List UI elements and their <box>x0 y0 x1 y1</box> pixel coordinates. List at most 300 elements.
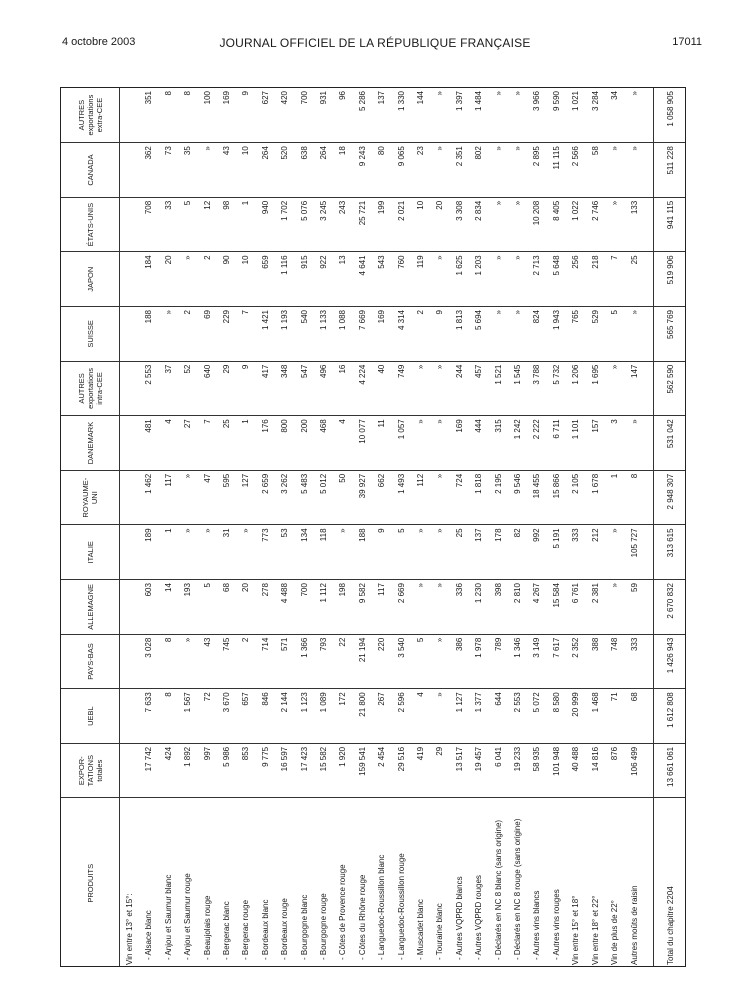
table-cell: 90 <box>217 252 236 307</box>
table-row <box>431 88 450 967</box>
table-cell: 2 596 <box>392 689 411 744</box>
table-cell: » <box>489 143 508 198</box>
table-cell: 1 702 <box>275 197 294 252</box>
table-cell: 940 <box>256 197 275 252</box>
spacer-cell <box>644 580 654 635</box>
table-cell: 457 <box>470 361 489 416</box>
table-cell: 169 <box>450 416 469 471</box>
table-cell: 106 499 <box>625 743 644 798</box>
table-cell: » <box>334 525 353 580</box>
table-cell: 188 <box>353 525 372 580</box>
table-cell: 244 <box>450 361 469 416</box>
table-cell: 10 <box>237 252 256 307</box>
table-cell: 5 <box>392 525 411 580</box>
table-cell: 519 906 <box>654 252 686 307</box>
product-label: - Autres vins blancs <box>532 890 542 960</box>
table-cell: 362 <box>140 143 159 198</box>
table-cell: 10 <box>411 197 430 252</box>
table-cell: 5 <box>198 580 217 635</box>
product-label: - Muscadet blanc <box>416 899 426 960</box>
table-cell: 119 <box>411 252 430 307</box>
table-cell: 398 <box>489 580 508 635</box>
table-cell: 15 584 <box>547 580 566 635</box>
table-cell: 853 <box>237 743 256 798</box>
table-cell: 8 <box>159 634 178 689</box>
product-label: - Languedoc-Roussillon blanc <box>377 854 387 960</box>
table-cell: 3 284 <box>586 88 605 143</box>
table-cell: » <box>508 197 527 252</box>
table-row <box>489 88 508 967</box>
table-cell: 724 <box>450 470 469 525</box>
table-cell: 264 <box>314 143 333 198</box>
table-cell: 638 <box>295 143 314 198</box>
table-cell: 315 <box>489 416 508 471</box>
wine-export-table <box>61 88 686 967</box>
table-cell: 765 <box>567 307 586 362</box>
table-cell: 3 149 <box>528 634 547 689</box>
table-cell: 37 <box>159 361 178 416</box>
column-header: ÉTATS-UNIS <box>61 197 120 252</box>
product-label: - Bordeaux blanc <box>260 899 270 960</box>
table-cell: 278 <box>256 580 275 635</box>
table-header <box>61 88 120 967</box>
table-cell: 23 <box>411 143 430 198</box>
table-cell: » <box>431 634 450 689</box>
table-cell: 68 <box>217 580 236 635</box>
table-cell: 1 493 <box>392 470 411 525</box>
table-cell: 69 <box>198 307 217 362</box>
table-cell: 264 <box>256 143 275 198</box>
table-cell: 547 <box>295 361 314 416</box>
table-cell: 745 <box>217 634 236 689</box>
table-cell: » <box>625 416 644 471</box>
table-cell: 58 <box>586 143 605 198</box>
table-row <box>450 88 469 967</box>
table-cell: 1 206 <box>567 361 586 416</box>
spacer-cell <box>644 416 654 471</box>
table-cell: 1 116 <box>275 252 294 307</box>
table-cell: 8 <box>159 88 178 143</box>
table-cell: » <box>159 307 178 362</box>
table-cell: 17 423 <box>295 743 314 798</box>
column-header: SUISSE <box>61 307 120 362</box>
table-cell: 1 421 <box>256 307 275 362</box>
table-cell: 4 <box>159 416 178 471</box>
table-cell: 531 042 <box>654 416 686 471</box>
table-cell: 520 <box>275 143 294 198</box>
table-cell: 127 <box>237 470 256 525</box>
table-cell: 1 346 <box>508 634 527 689</box>
table-cell: 529 <box>586 307 605 362</box>
table-cell: 229 <box>217 307 236 362</box>
table-cell: » <box>489 88 508 143</box>
spacer-cell <box>644 88 654 143</box>
column-header: AUTRES exportations intra-CEE <box>61 361 120 416</box>
table-cell: 1 123 <box>295 689 314 744</box>
table-cell: 773 <box>256 525 275 580</box>
table-cell: 3 966 <box>528 88 547 143</box>
table-row <box>625 88 644 967</box>
table-row <box>353 88 372 967</box>
table-cell: 133 <box>625 197 644 252</box>
table-cell <box>120 361 140 416</box>
table-cell: » <box>625 307 644 362</box>
table-cell: 112 <box>411 470 430 525</box>
table-cell: 760 <box>392 252 411 307</box>
product-label: Vin entre 13° et 15°: <box>124 893 134 965</box>
journal-title: JOURNAL OFFICIEL DE LA RÉPUBLIQUE FRANÇAISE <box>219 36 531 50</box>
table-cell: 59 <box>625 580 644 635</box>
table-cell: 3 028 <box>140 634 159 689</box>
table-cell: 511 228 <box>654 143 686 198</box>
table-cell: 640 <box>198 361 217 416</box>
table-cell: 657 <box>237 689 256 744</box>
table-cell <box>120 470 140 525</box>
table-cell: 19 457 <box>470 743 489 798</box>
table-cell: 748 <box>605 634 624 689</box>
table-cell: 178 <box>489 525 508 580</box>
table-row <box>295 88 314 967</box>
table-cell: » <box>411 580 430 635</box>
table-cell: 9 775 <box>256 743 275 798</box>
table-cell: 3 245 <box>314 197 333 252</box>
column-header-produits: PRODUITS <box>61 798 120 967</box>
table-cell: 1 397 <box>450 88 469 143</box>
table-cell: » <box>178 252 197 307</box>
table-cell: 2 454 <box>373 743 392 798</box>
table-cell: 1 022 <box>567 197 586 252</box>
table-cell: » <box>431 580 450 635</box>
table-cell: 941 115 <box>654 197 686 252</box>
table-cell: 1 089 <box>314 689 333 744</box>
product-label: - Autres VQPRD blancs <box>454 876 464 960</box>
table-cell: 5 694 <box>470 307 489 362</box>
table-row <box>275 88 294 967</box>
table-cell: 8 <box>178 88 197 143</box>
table-cell: 9 <box>237 88 256 143</box>
table-cell: » <box>431 88 450 143</box>
table-cell: 7 <box>198 416 217 471</box>
table-cell: » <box>431 143 450 198</box>
column-header: EXPOR-TATIONS totales <box>61 743 120 798</box>
table-cell: 9 065 <box>392 143 411 198</box>
table-cell: 931 <box>314 88 333 143</box>
table-cell: 6 761 <box>567 580 586 635</box>
table-cell: 256 <box>567 252 586 307</box>
table-row <box>508 88 527 967</box>
table-row <box>178 88 197 967</box>
table-row <box>392 88 411 967</box>
spacer-cell <box>644 252 654 307</box>
table-row <box>411 88 430 967</box>
table-cell <box>120 743 140 798</box>
table-cell: 31 <box>217 525 236 580</box>
table-cell: 15 866 <box>547 470 566 525</box>
table-cell: 212 <box>586 525 605 580</box>
table-cell: 420 <box>275 88 294 143</box>
column-header: UEBL <box>61 689 120 744</box>
table-cell: 2 948 307 <box>654 470 686 525</box>
table-cell: 9 582 <box>353 580 372 635</box>
table-cell: 267 <box>373 689 392 744</box>
table-cell: 35 <box>178 143 197 198</box>
table-cell: 21 194 <box>353 634 372 689</box>
spacer-cell <box>644 798 654 967</box>
table-cell: 199 <box>373 197 392 252</box>
table-cell: 6 711 <box>547 416 566 471</box>
table-cell: » <box>431 689 450 744</box>
table-cell: 1 943 <box>547 307 566 362</box>
table-row <box>586 88 605 967</box>
table-cell: 5 286 <box>353 88 372 143</box>
table-cell: 58 935 <box>528 743 547 798</box>
table-cell: » <box>431 470 450 525</box>
table-cell: 424 <box>159 743 178 798</box>
table-cell: » <box>411 416 430 471</box>
table-cell: 29 516 <box>392 743 411 798</box>
table-cell: » <box>508 307 527 362</box>
table-cell: 71 <box>605 689 624 744</box>
table-cell: 644 <box>489 689 508 744</box>
table-cell: 1 377 <box>470 689 489 744</box>
product-label: - Bourgogne blanc <box>299 894 309 960</box>
table-cell: 1 468 <box>586 689 605 744</box>
table-cell: 5 <box>411 634 430 689</box>
table-cell: 5 012 <box>314 470 333 525</box>
column-header: ROYAUME-UNI <box>61 470 120 525</box>
table-cell: 1 127 <box>450 689 469 744</box>
table-cell: 13 <box>334 252 353 307</box>
spacer-cell <box>644 525 654 580</box>
table-cell: 9 <box>431 307 450 362</box>
table-cell: 351 <box>140 88 159 143</box>
table-cell: 20 <box>159 252 178 307</box>
table-cell <box>120 689 140 744</box>
table-cell: 2 <box>411 307 430 362</box>
table-cell: 876 <box>605 743 624 798</box>
table-body <box>120 88 687 967</box>
table-cell: 4 488 <box>275 580 294 635</box>
table-row <box>334 88 353 967</box>
table-cell: 2 222 <box>528 416 547 471</box>
table-cell: 137 <box>373 88 392 143</box>
table-cell: 19 233 <box>508 743 527 798</box>
column-header: JAPON <box>61 252 120 307</box>
table-cell: 7 669 <box>353 307 372 362</box>
table-cell: 1 484 <box>470 88 489 143</box>
table-cell: 169 <box>373 307 392 362</box>
product-label: - Anjou et Saumur rouge <box>183 873 193 960</box>
table-cell: 1 <box>605 470 624 525</box>
spacer-cell <box>644 634 654 689</box>
table-cell: » <box>508 88 527 143</box>
table-cell: 5 483 <box>295 470 314 525</box>
table-cell: 11 115 <box>547 143 566 198</box>
spacer-cell <box>644 470 654 525</box>
table-cell: 4 314 <box>392 307 411 362</box>
table-cell: 25 <box>217 416 236 471</box>
product-label: Total du chapitre 2204 <box>654 798 686 967</box>
table-cell: 662 <box>373 470 392 525</box>
table-cell: 5 648 <box>547 252 566 307</box>
table-cell: 2 195 <box>489 470 508 525</box>
table-cell <box>120 416 140 471</box>
product-label: Vin entre 18° et 22° <box>590 895 600 965</box>
table-cell: » <box>431 525 450 580</box>
table-cell: 1 230 <box>470 580 489 635</box>
table-row <box>547 88 566 967</box>
table-cell: 540 <box>295 307 314 362</box>
table-cell: 2 553 <box>140 361 159 416</box>
table-cell: 1 695 <box>586 361 605 416</box>
table-row <box>159 88 178 967</box>
table-cell: 571 <box>275 634 294 689</box>
table-cell: 16 597 <box>275 743 294 798</box>
table-cell: » <box>605 143 624 198</box>
table-cell: 915 <box>295 252 314 307</box>
table-cell: 417 <box>256 361 275 416</box>
product-label: - Bourgogne rouge <box>319 893 328 960</box>
table-cell: 25 721 <box>353 197 372 252</box>
table-cell: 159 541 <box>353 743 372 798</box>
table-cell: 1 366 <box>295 634 314 689</box>
table-row <box>528 88 547 967</box>
table-cell: 29 <box>431 743 450 798</box>
product-label: Vin entre 15° et 18° <box>571 895 581 965</box>
table-cell: 1 193 <box>275 307 294 362</box>
table-cell: 7 633 <box>140 689 159 744</box>
table-cell: 1 462 <box>140 470 159 525</box>
product-label: - Beaujolais rouge <box>202 895 212 960</box>
table-cell: 1 101 <box>567 416 586 471</box>
table-cell: 193 <box>178 580 197 635</box>
table-cell: 3 308 <box>450 197 469 252</box>
table-cell: 1 057 <box>392 416 411 471</box>
table-cell: 5 072 <box>528 689 547 744</box>
table-cell: » <box>489 252 508 307</box>
table-cell: 1 <box>159 525 178 580</box>
export-table-frame <box>60 87 686 967</box>
page-number: 17011 <box>672 36 702 48</box>
table-cell: 419 <box>411 743 430 798</box>
table-cell: 1 978 <box>470 634 489 689</box>
table-cell <box>120 88 140 143</box>
table-cell: 169 <box>217 88 236 143</box>
table-cell: 12 <box>198 197 217 252</box>
spacer-row <box>644 88 654 967</box>
table-cell: 8 <box>159 689 178 744</box>
table-cell: 96 <box>334 88 353 143</box>
table-cell: » <box>605 525 624 580</box>
table-cell: » <box>605 361 624 416</box>
spacer-cell <box>644 307 654 362</box>
product-label: - Déclarés en NC 8 rouge (sans origine) <box>513 818 523 960</box>
column-header: ITALIE <box>61 525 120 580</box>
product-label: - Bergerac rouge <box>241 899 251 960</box>
product-label: Autres moûts de raisin <box>629 885 639 965</box>
table-cell: 2 352 <box>567 634 586 689</box>
table-cell: 4 224 <box>353 361 372 416</box>
table-cell: 68 <box>625 689 644 744</box>
table-cell: 157 <box>586 416 605 471</box>
table-cell: 2 021 <box>392 197 411 252</box>
product-label: - Bordeaux rouge <box>280 898 290 960</box>
table-cell: 5 191 <box>547 525 566 580</box>
table-cell: 802 <box>470 143 489 198</box>
table-cell: 1 813 <box>450 307 469 362</box>
table-cell: 543 <box>373 252 392 307</box>
table-cell: 22 <box>334 634 353 689</box>
table-cell: 9 <box>237 361 256 416</box>
table-cell: 1 521 <box>489 361 508 416</box>
product-label: - Anjou et Saumur blanc <box>163 874 173 960</box>
table-cell: 1 818 <box>470 470 489 525</box>
table-cell: 4 <box>411 689 430 744</box>
spacer-cell <box>644 197 654 252</box>
table-cell: 565 769 <box>654 307 686 362</box>
rotated-table-wrapper <box>61 88 686 967</box>
table-cell: » <box>625 88 644 143</box>
table-cell: 147 <box>625 361 644 416</box>
table-cell: 336 <box>450 580 469 635</box>
table-cell: 10 077 <box>353 416 372 471</box>
table-cell: 43 <box>217 143 236 198</box>
column-header: PAYS-BAS <box>61 634 120 689</box>
table-cell: 2 746 <box>586 197 605 252</box>
table-cell: 189 <box>140 525 159 580</box>
table-cell: 793 <box>314 634 333 689</box>
table-cell: 997 <box>198 743 217 798</box>
table-cell: 27 <box>178 416 197 471</box>
table-cell: 1 203 <box>470 252 489 307</box>
spacer-cell <box>644 361 654 416</box>
table-cell: » <box>489 197 508 252</box>
table-cell: 14 816 <box>586 743 605 798</box>
table-cell: 9 243 <box>353 143 372 198</box>
table-cell: 243 <box>334 197 353 252</box>
table-cell: » <box>178 470 197 525</box>
table-cell: 50 <box>334 470 353 525</box>
table-cell: 25 <box>450 525 469 580</box>
table-cell: 1 920 <box>334 743 353 798</box>
table-cell <box>120 580 140 635</box>
table-cell: 2 895 <box>528 143 547 198</box>
table-cell: 4 641 <box>353 252 372 307</box>
spacer-cell <box>644 743 654 798</box>
table-row <box>470 88 489 967</box>
table-cell: 33 <box>159 197 178 252</box>
product-label: - Languedoc-Roussillon rouge <box>396 853 406 960</box>
table-cell: 9 546 <box>508 470 527 525</box>
spacer-cell <box>644 143 654 198</box>
table-cell: 700 <box>295 88 314 143</box>
table-cell: 184 <box>140 252 159 307</box>
table-cell: 117 <box>159 470 178 525</box>
table-cell: 1 <box>237 416 256 471</box>
product-label: - Déclarés en NC 8 blanc (sans origine) <box>493 819 503 960</box>
table-cell: » <box>431 252 450 307</box>
table-cell: 922 <box>314 252 333 307</box>
table-cell: 388 <box>586 634 605 689</box>
table-cell: 15 582 <box>314 743 333 798</box>
table-cell: 2 834 <box>470 197 489 252</box>
table-cell: 200 <box>295 416 314 471</box>
header-date: 4 octobre 2003 <box>62 36 136 48</box>
table-cell: 1 112 <box>314 580 333 635</box>
table-cell: 1 567 <box>178 689 197 744</box>
table-row <box>120 88 140 967</box>
column-header: DANEMARK <box>61 416 120 471</box>
